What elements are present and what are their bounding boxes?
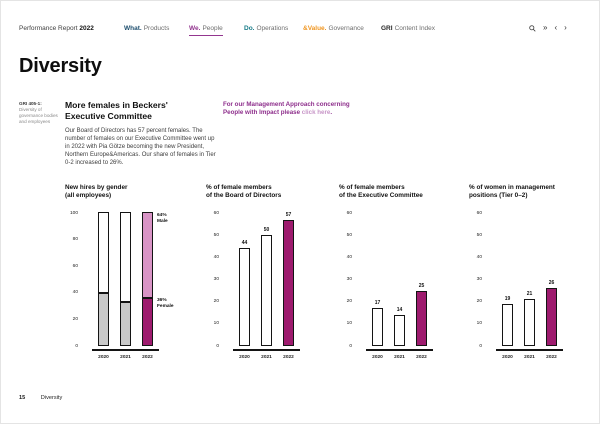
chart-title-line: New hires by gender [65, 184, 128, 191]
nav-item-people[interactable] [189, 25, 223, 36]
callout-suffix: . [330, 109, 333, 116]
nav-prefix: &Value. [303, 25, 327, 32]
bar-value-label: 44 [241, 240, 248, 247]
chart-title-line: % of female members [339, 184, 405, 191]
nav-prefix: What. [124, 25, 142, 32]
bar [416, 291, 427, 346]
chart-title-line: of the Executive Committee [339, 192, 423, 199]
chart-executive-committee-female [339, 184, 469, 370]
x-axis-line [233, 349, 300, 351]
x-axis-line [366, 349, 433, 351]
bar-value-label: 21 [526, 291, 533, 298]
x-axis-category-label: 2021 [394, 355, 405, 360]
x-axis-category-label: 2020 [372, 355, 383, 360]
page-title: Diversity [19, 55, 102, 77]
bar-value-label: 17 [374, 300, 381, 307]
report-brand[interactable] [19, 25, 94, 32]
bar-value-label: 19 [504, 295, 511, 302]
bar [502, 304, 513, 346]
chart-title-line: of the Board of Directors [206, 192, 282, 199]
nav-prefix: We. [189, 25, 201, 32]
bar [98, 213, 109, 346]
bar-value-label: 50 [263, 227, 270, 234]
x-axis-category-label: 2022 [142, 355, 153, 360]
bar [261, 235, 272, 346]
nav-prefix: Do. [244, 25, 255, 32]
bar [372, 308, 383, 346]
y-axis-tick-label: 50 [213, 232, 219, 238]
chart-women-in-management [469, 184, 599, 370]
top-nav [1, 1, 600, 41]
y-axis-tick-label: 40 [72, 290, 78, 296]
nav-label: Products [143, 25, 170, 32]
y-axis-tick-label: 40 [476, 254, 482, 260]
article-body: Our Board of Directors has 57 percent females. The number of females on our Executive Committee went up in 2022 with Pia Götze becoming the new President, Northern Europe&Americas. Our share of females in Tier 0-2 increased to 26%. [65, 128, 216, 166]
y-axis-tick-label: 60 [476, 210, 482, 216]
chart-board-of-directors-female [206, 184, 336, 370]
bar-segment [142, 212, 153, 298]
chart-plot [65, 210, 195, 360]
y-axis-tick-label: 40 [213, 254, 219, 260]
chevron-right-icon[interactable]: › [564, 23, 567, 32]
y-axis-tick-label: 20 [346, 299, 352, 305]
chart-plot [339, 210, 469, 360]
chart-title-line: (all employees) [65, 192, 112, 199]
x-axis-category-label: 2021 [524, 355, 535, 360]
bar-segment [142, 298, 153, 346]
y-axis-tick-label: 20 [476, 299, 482, 305]
y-axis-tick-label: 40 [346, 254, 352, 260]
nav-item-operations[interactable] [244, 25, 288, 35]
y-axis-tick-label: 80 [72, 237, 78, 243]
nav-label: People [202, 25, 223, 32]
y-axis-tick-label: 60 [213, 210, 219, 216]
chart-plot [469, 210, 599, 360]
bar [524, 299, 535, 346]
bar-annotation-line: Male [157, 218, 168, 224]
bar [120, 213, 131, 346]
bar-annotation [157, 298, 174, 310]
chart-title-line: positions (Tier 0–2) [469, 192, 528, 199]
article-heading [65, 100, 168, 121]
nav-label: Operations [256, 25, 289, 32]
bar-segment [120, 212, 131, 302]
bar [142, 213, 153, 346]
chart-title [339, 184, 469, 200]
callout-text: For our Management Approach concerning People with Impact please [223, 101, 350, 116]
bar-annotation-line: Female [157, 303, 174, 309]
nav-icons [529, 24, 567, 32]
chevron-left-icon[interactable]: ‹ [554, 23, 558, 32]
x-axis-category-label: 2022 [283, 355, 294, 360]
double-chevron-right-icon[interactable]: » [543, 23, 548, 32]
chart-plot [206, 210, 336, 360]
x-axis-category-label: 2022 [416, 355, 427, 360]
gri-description: Diversity of governance bodies and employees [19, 107, 58, 124]
bar [239, 248, 250, 346]
y-axis-tick-label: 20 [213, 299, 219, 305]
nav-prefix: GRI [381, 25, 393, 32]
y-axis-tick-label: 0 [479, 343, 482, 349]
bar-segment [120, 302, 131, 346]
brand-text: Performance Report [19, 25, 78, 32]
management-approach-callout [223, 101, 361, 117]
bar-annotation-line: 64% [157, 213, 167, 218]
bar [283, 220, 294, 346]
y-axis-tick-label: 10 [476, 321, 482, 327]
y-axis-tick-label: 100 [69, 210, 78, 216]
y-axis-tick-label: 30 [213, 277, 219, 282]
page-footer [19, 395, 62, 401]
y-axis-tick-label: 50 [346, 232, 352, 238]
bar-value-label: 25 [418, 282, 425, 289]
y-axis-tick-label: 0 [216, 343, 219, 349]
y-axis-tick-label: 50 [476, 232, 482, 238]
y-axis-tick-label: 0 [75, 343, 78, 349]
x-axis-category-label: 2020 [502, 355, 513, 360]
search-icon[interactable] [529, 25, 536, 32]
y-axis-tick-label: 0 [349, 343, 352, 349]
x-axis-category-label: 2020 [239, 355, 250, 360]
nav-label: Content Index [394, 25, 436, 32]
chart-new-hires-by-gender [65, 184, 195, 370]
bar-segment [98, 212, 109, 293]
x-axis-category-label: 2021 [120, 355, 131, 360]
bar-value-label: 26 [548, 280, 555, 287]
nav-item-products[interactable] [124, 25, 169, 35]
y-axis-tick-label: 30 [346, 277, 352, 282]
bar [394, 315, 405, 346]
page-number: 15 [19, 395, 26, 401]
chart-title-line: % of women in management [469, 184, 555, 191]
bar [546, 288, 557, 346]
chart-title [469, 184, 599, 200]
bar-annotation-line: 36% [157, 298, 167, 304]
chart-title [206, 184, 336, 200]
chart-title-line: % of female members [206, 184, 272, 191]
x-axis-category-label: 2021 [261, 355, 272, 360]
bar-value-label: 14 [396, 306, 403, 313]
gri-note [19, 101, 61, 125]
article-heading-line2: Executive Committee [65, 110, 152, 121]
x-axis-category-label: 2020 [98, 355, 109, 360]
y-axis-tick-label: 60 [72, 263, 78, 269]
x-axis-category-label: 2022 [546, 355, 557, 360]
article-heading-line1: More females in Beckers' [65, 100, 168, 110]
y-axis-tick-label: 60 [346, 210, 352, 216]
x-axis-line [496, 349, 563, 351]
nav-label: Governance [328, 25, 364, 32]
gri-code: GRI 405-1: [19, 101, 42, 106]
footer-section-label: Diversity [40, 395, 63, 401]
click-here-link[interactable]: click here [301, 109, 331, 116]
chart-title [65, 184, 195, 200]
y-axis-tick-label: 10 [346, 321, 352, 327]
y-axis-tick-label: 30 [476, 277, 482, 282]
brand-year: 2022 [79, 25, 94, 32]
y-axis-tick-label: 10 [213, 321, 219, 327]
nav-item-governance[interactable] [303, 25, 364, 35]
bar-annotation [157, 213, 168, 225]
bar-segment [98, 293, 109, 346]
bar-value-label: 57 [285, 211, 292, 218]
x-axis-line [92, 349, 159, 351]
nav-item-gri-content-index[interactable] [381, 25, 435, 35]
y-axis-tick-label: 20 [72, 316, 78, 322]
